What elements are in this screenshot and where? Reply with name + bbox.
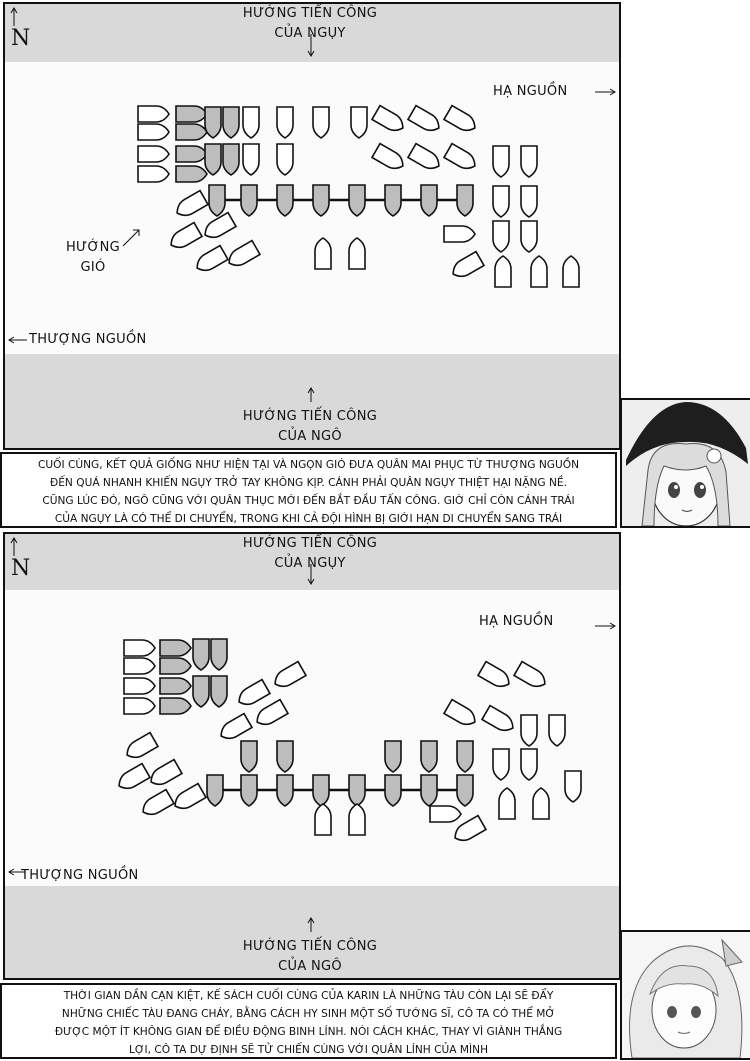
ship-icon <box>138 124 169 140</box>
ship-icon <box>124 678 155 694</box>
burning-ship-icon <box>241 185 257 216</box>
burning-ship-icon <box>277 185 293 216</box>
burning-ship-icon <box>241 775 257 806</box>
ship-icon <box>565 771 581 802</box>
downstream-label: HẠ NGUỒN <box>479 614 554 629</box>
ship-icon <box>243 144 259 175</box>
ship-icon <box>193 246 228 275</box>
ship-icon <box>372 144 407 173</box>
burning-ship-icon <box>223 107 239 138</box>
ship-icon <box>521 749 537 780</box>
burning-ship-icon <box>349 775 365 806</box>
burning-ship-icon <box>313 775 329 806</box>
burning-ship-icon <box>211 639 227 670</box>
ship-icon <box>315 804 331 835</box>
burning-ship-icon <box>457 185 473 216</box>
ship-icon <box>521 221 537 252</box>
ship-icon <box>124 698 155 714</box>
ship-icon <box>171 784 206 813</box>
ship-icon <box>277 144 293 175</box>
ship-icon <box>123 733 158 762</box>
ship-icon <box>115 764 150 793</box>
narration-caption-1: CUỐI CÙNG, KẾT QUẢ GIỐNG NHƯ HIỆN TẠI VÀ NGỌN GIÓ ĐƯA QUÂN MAI PHỤC TỪ THƯỢNG NGUỒN ĐẾN QUÁ NHANH KHIẾN NGỤY TRỞ TAY KHÔNG KỊP. CÁNH PHẢI QUÂN NGỤY THIỆT HẠI NẶNG NỀ. CŨNG LÚC ĐÓ, NGÔ CŨNG VỚI QUÂN THỤC MỚI ĐẾN BẮT ĐẦU TẤN CÔNG. GIỜ CHỈ CÒN CÁNH TRÁI CỦA NGỤY LÀ CÓ THỂ DI CHUYỂN, TRONG KHI CẢ ĐỘI HÌNH BỊ GIỚI HẠN DI CHUYỂN SANG TRÁI <box>0 452 617 528</box>
ship-icon <box>315 238 331 269</box>
burning-ship-icon <box>421 185 437 216</box>
burning-ship-icon <box>349 185 365 216</box>
ship-icon <box>243 107 259 138</box>
north-label: N <box>11 26 31 51</box>
ship-icon <box>521 715 537 746</box>
ship-icon <box>563 256 579 287</box>
burning-ship-icon <box>385 185 401 216</box>
burning-ship-icon <box>176 106 207 122</box>
ship-icon <box>521 146 537 177</box>
ship-icon <box>124 640 155 656</box>
ship-icon <box>408 144 443 173</box>
battle-map-panel-2 <box>3 532 621 980</box>
wei-attack-label: HƯỚNG TIẾN CÔNG CỦA NGỤY <box>242 6 378 41</box>
ship-icon <box>531 256 547 287</box>
ship-icon <box>478 662 513 691</box>
ship-icon <box>138 106 169 122</box>
ship-icon <box>493 146 509 177</box>
character-portrait-2 <box>620 930 750 1060</box>
burning-ship-icon <box>160 678 191 694</box>
ship-icon <box>444 144 479 173</box>
character-portrait-1 <box>620 398 750 528</box>
burning-ship-icon <box>209 185 225 216</box>
burning-ship-icon <box>205 107 221 138</box>
ship-icon <box>449 252 484 281</box>
ship-icon <box>482 706 517 735</box>
ship-icon <box>124 658 155 674</box>
ship-icon <box>225 241 260 270</box>
burning-ship-icon <box>160 640 191 656</box>
burning-ship-icon <box>193 639 209 670</box>
ship-icon <box>253 700 288 729</box>
ship-icon <box>372 106 407 135</box>
ship-icon <box>521 186 537 217</box>
ship-icon <box>444 700 479 729</box>
wind-arrow-icon <box>123 230 139 246</box>
ship-icon <box>173 191 208 220</box>
burning-ship-icon <box>176 124 207 140</box>
battle-map-panel-1 <box>3 2 621 450</box>
ship-icon <box>313 107 329 138</box>
fleet-map-2 <box>5 534 619 978</box>
burning-ship-icon <box>176 166 207 182</box>
ship-icon <box>444 106 479 135</box>
burning-ship-icon <box>160 698 191 714</box>
ship-icon <box>147 760 182 789</box>
narration-caption-2: THỜI GIAN DẦN CẠN KIỆT, KẾ SÁCH CUỐI CÙNG CỦA KARIN LÀ NHỮNG TÀU CÒN LẠI SẼ ĐẨY NHỮNG CHIẾC TÀU ĐANG CHÁY, BẰNG CÁCH HY SINH MỘT SỐ TƯỚNG SĨ, CÔ TA CÓ THỂ MỞ ĐƯỢC MỘT ÍT KHÔNG GIAN ĐỂ ĐIỀU ĐỘNG BINH LÍNH. NÓI CÁCH KHÁC, THAY VÌ GIÀNH THẮNG LỢI, CÔ TA DỰ ĐỊNH SẼ TỬ CHIẾN CÙNG VỚI QUÂN LÍNH CỦA MÌNH <box>0 983 617 1059</box>
ship-icon <box>408 106 443 135</box>
wu-attack-label: HƯỚNG TIẾN CÔNG CỦA NGÔ <box>242 409 378 444</box>
burning-ship-icon <box>277 775 293 806</box>
north-label: N <box>11 556 31 581</box>
ship-icon <box>271 662 306 691</box>
burning-ship-icon <box>160 658 191 674</box>
burning-ship-icon <box>421 775 437 806</box>
ship-icon <box>495 256 511 287</box>
burning-ship-icon <box>457 775 473 806</box>
ship-icon <box>138 146 169 162</box>
witch-girl-illustration <box>622 400 750 526</box>
wei-attack-label: HƯỚNG TIẾN CÔNG CỦA NGỤY <box>242 536 378 571</box>
ship-icon <box>549 715 565 746</box>
ship-icon <box>444 226 475 242</box>
blonde-girl-illustration <box>622 932 750 1058</box>
downstream-label: HẠ NGUỒN <box>493 84 568 99</box>
ship-icon <box>139 790 174 819</box>
ship-icon <box>217 714 252 743</box>
burning-ship-icon <box>385 775 401 806</box>
burning-ship-icon <box>385 741 401 772</box>
burning-ship-icon <box>457 741 473 772</box>
ship-icon <box>430 806 461 822</box>
ship-icon <box>138 166 169 182</box>
ship-icon <box>493 186 509 217</box>
ship-icon <box>167 223 202 252</box>
burning-ship-icon <box>207 775 223 806</box>
fleet-map-1 <box>5 4 619 448</box>
ship-icon <box>493 221 509 252</box>
ship-icon <box>277 107 293 138</box>
ship-icon <box>351 107 367 138</box>
burning-ship-icon <box>193 676 209 707</box>
burning-ship-icon <box>211 676 227 707</box>
ship-icon <box>514 662 549 691</box>
ship-icon <box>349 804 365 835</box>
ship-icon <box>493 749 509 780</box>
ship-icon <box>533 788 549 819</box>
ship-icon <box>235 680 270 709</box>
burning-ship-icon <box>277 741 293 772</box>
ship-icon <box>349 238 365 269</box>
burning-ship-icon <box>421 741 437 772</box>
burning-ship-icon <box>241 741 257 772</box>
burning-ship-icon <box>205 144 221 175</box>
ship-icon <box>499 788 515 819</box>
upstream-label: THƯỢNG NGUỒN <box>29 332 147 347</box>
burning-ship-icon <box>176 146 207 162</box>
wind-label: HƯỚNG GIÓ <box>65 240 121 275</box>
wu-attack-label: HƯỚNG TIẾN CÔNG CỦA NGÔ <box>242 939 378 974</box>
ship-icon <box>201 213 236 242</box>
upstream-label: THƯỢNG NGUỒN <box>21 868 139 883</box>
burning-ship-icon <box>313 185 329 216</box>
burning-ship-icon <box>223 144 239 175</box>
